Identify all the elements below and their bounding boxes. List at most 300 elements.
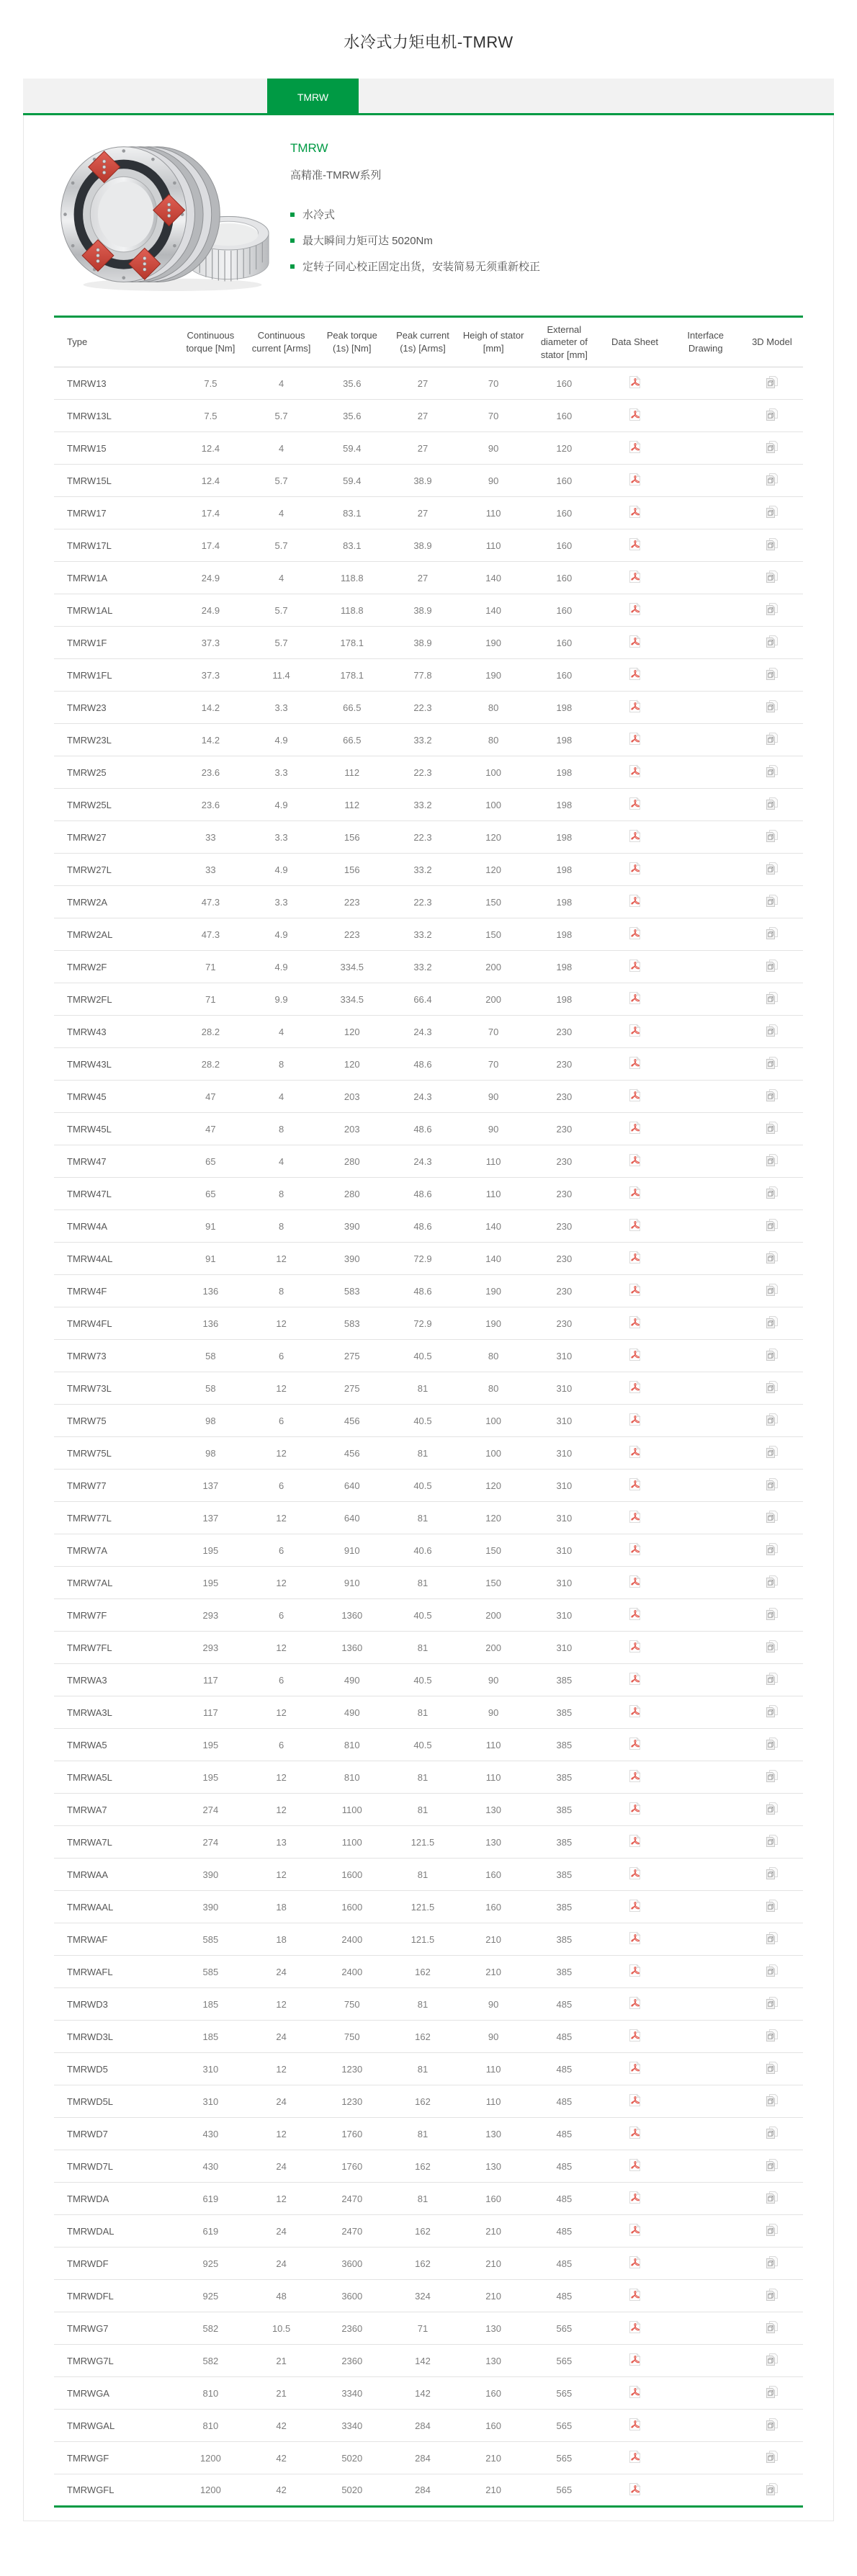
3d-model-icon-glyph	[766, 2029, 779, 2042]
tab-tmrw[interactable]: TMRW	[267, 79, 359, 115]
data-sheet-cell	[599, 367, 670, 400]
3d-model-icon-glyph	[766, 2061, 779, 2075]
pdf-icon[interactable]	[629, 1477, 641, 1491]
data-sheet-cell	[599, 2377, 670, 2410]
pdf-icon[interactable]	[629, 699, 641, 713]
interface-drawing-cell	[670, 1275, 741, 1307]
pdf-icon[interactable]	[629, 1542, 641, 1556]
3d-model-icon-glyph	[766, 829, 779, 843]
3d-model-icon-glyph	[766, 1088, 779, 1102]
3d-model-icon[interactable]	[766, 473, 779, 486]
3d-model-icon[interactable]	[766, 1024, 779, 1037]
data-sheet-cell	[599, 659, 670, 692]
model-3d-cell	[741, 594, 803, 627]
model-3d-cell	[741, 497, 803, 529]
3d-model-icon[interactable]	[766, 894, 779, 908]
type-cell: TMRWA7L	[54, 1826, 175, 1859]
interface-drawing-cell	[670, 1891, 741, 1923]
3d-model-icon[interactable]	[766, 699, 779, 713]
peak_current_1s_arms-cell: 81	[387, 1567, 458, 1599]
pdf-icon[interactable]	[629, 1315, 641, 1329]
3d-model-icon[interactable]	[766, 1315, 779, 1329]
stator_external_diameter_mm-cell: 385	[529, 1794, 599, 1826]
3d-model-icon-glyph	[766, 699, 779, 713]
pdf-icon-glyph	[629, 926, 641, 940]
pdf-icon[interactable]	[629, 2061, 641, 2075]
3d-model-icon[interactable]	[766, 2418, 779, 2431]
3d-model-icon[interactable]	[766, 926, 779, 940]
pdf-icon-glyph	[629, 894, 641, 908]
pdf-icon[interactable]	[629, 602, 641, 616]
interface-drawing-cell	[670, 594, 741, 627]
table-row	[54, 724, 803, 756]
3d-model-icon[interactable]	[766, 1866, 779, 1880]
3d-model-icon[interactable]	[766, 2450, 779, 2464]
pdf-icon[interactable]	[629, 473, 641, 486]
peak_current_1s_arms-cell: 81	[387, 1859, 458, 1891]
type-cell: TMRW27L	[54, 854, 175, 886]
data-sheet-cell	[599, 627, 670, 659]
3d-model-icon[interactable]	[766, 1153, 779, 1167]
pdf-icon[interactable]	[629, 1640, 641, 1653]
model-3d-cell	[741, 1502, 803, 1534]
3d-model-icon[interactable]	[766, 667, 779, 681]
pdf-icon-glyph	[629, 602, 641, 616]
continuous_torque_nm-cell: 810	[175, 2410, 246, 2442]
3d-model-icon[interactable]	[766, 2255, 779, 2269]
pdf-icon[interactable]	[629, 1413, 641, 1426]
stator_height_mm-cell: 90	[458, 1988, 529, 2021]
3d-model-icon[interactable]	[766, 1510, 779, 1524]
model-3d-cell	[741, 2442, 803, 2474]
continuous_torque_nm-cell: 585	[175, 1923, 246, 1956]
pdf-icon[interactable]	[629, 2191, 641, 2204]
pdf-icon[interactable]	[629, 505, 641, 519]
pdf-icon[interactable]	[629, 408, 641, 421]
interface-drawing-cell	[670, 497, 741, 529]
pdf-icon[interactable]	[629, 991, 641, 1005]
stator_height_mm-cell: 90	[458, 465, 529, 497]
stator_height_mm-cell: 150	[458, 1567, 529, 1599]
3d-model-icon[interactable]	[766, 1834, 779, 1848]
continuous_current_arms-cell: 6	[246, 1470, 317, 1502]
3d-model-icon[interactable]	[766, 1477, 779, 1491]
stator_height_mm-cell: 130	[458, 2345, 529, 2377]
pdf-icon[interactable]	[629, 2223, 641, 2237]
pdf-icon[interactable]	[629, 2418, 641, 2431]
pdf-icon[interactable]	[629, 537, 641, 551]
continuous_torque_nm-cell: 585	[175, 1956, 246, 1988]
stator_external_diameter_mm-cell: 310	[529, 1534, 599, 1567]
pdf-icon[interactable]	[629, 1024, 641, 1037]
3d-model-icon[interactable]	[766, 1121, 779, 1135]
stator_height_mm-cell: 120	[458, 1470, 529, 1502]
stator_external_diameter_mm-cell: 230	[529, 1243, 599, 1275]
pdf-icon[interactable]	[629, 1575, 641, 1588]
model-3d-cell	[741, 1048, 803, 1081]
interface-drawing-cell	[670, 2150, 741, 2183]
3d-model-icon[interactable]	[766, 1283, 779, 1297]
pdf-icon[interactable]	[629, 1186, 641, 1199]
pdf-icon[interactable]	[629, 2353, 641, 2366]
pdf-icon[interactable]	[629, 2482, 641, 2496]
stator_height_mm-cell: 140	[458, 1243, 529, 1275]
3d-model-icon[interactable]	[766, 537, 779, 551]
stator_external_diameter_mm-cell: 565	[529, 2442, 599, 2474]
table-row	[54, 2053, 803, 2085]
3d-model-icon-glyph	[766, 1672, 779, 1686]
pdf-icon[interactable]	[629, 1931, 641, 1945]
table-row	[54, 1956, 803, 1988]
pdf-icon[interactable]	[629, 1380, 641, 1394]
3d-model-icon[interactable]	[766, 1996, 779, 2010]
3d-model-icon[interactable]	[766, 2353, 779, 2366]
model-3d-cell	[741, 756, 803, 789]
pdf-icon[interactable]	[629, 2158, 641, 2172]
table-row	[54, 627, 803, 659]
pdf-icon[interactable]	[629, 1996, 641, 2010]
3d-model-icon-glyph	[766, 797, 779, 810]
pdf-icon[interactable]	[629, 1283, 641, 1297]
pdf-icon[interactable]	[629, 797, 641, 810]
col-header-data-sheet: Data Sheet	[599, 317, 670, 367]
peak_torque_1s_nm-cell: 490	[317, 1696, 387, 1729]
peak_current_1s_arms-cell: 33.2	[387, 854, 458, 886]
pdf-icon[interactable]	[629, 2093, 641, 2107]
3d-model-icon[interactable]	[766, 1380, 779, 1394]
pdf-icon[interactable]	[629, 1607, 641, 1621]
peak_current_1s_arms-cell: 142	[387, 2377, 458, 2410]
data-sheet-cell	[599, 1761, 670, 1794]
peak_current_1s_arms-cell: 142	[387, 2345, 458, 2377]
3d-model-icon[interactable]	[766, 505, 779, 519]
peak_current_1s_arms-cell: 33.2	[387, 724, 458, 756]
type-cell: TMRWG7	[54, 2312, 175, 2345]
pdf-icon-glyph	[629, 570, 641, 583]
type-cell: TMRWGA	[54, 2377, 175, 2410]
table-row	[54, 951, 803, 983]
table-row	[54, 1502, 803, 1534]
peak_current_1s_arms-cell: 81	[387, 1794, 458, 1826]
pdf-icon[interactable]	[629, 440, 641, 454]
3d-model-icon[interactable]	[766, 2385, 779, 2399]
3d-model-icon[interactable]	[766, 602, 779, 616]
data-sheet-cell	[599, 432, 670, 465]
3d-model-icon[interactable]	[766, 1899, 779, 1913]
continuous_current_arms-cell: 12	[246, 1761, 317, 1794]
3d-model-icon[interactable]	[766, 2288, 779, 2302]
3d-model-icon[interactable]	[766, 1769, 779, 1783]
3d-model-icon[interactable]	[766, 1607, 779, 1621]
3d-model-icon[interactable]	[766, 375, 779, 389]
3d-model-icon-glyph	[766, 1737, 779, 1750]
stator_external_diameter_mm-cell: 160	[529, 594, 599, 627]
pdf-icon[interactable]	[629, 1802, 641, 1815]
continuous_torque_nm-cell: 17.4	[175, 529, 246, 562]
data-sheet-cell	[599, 951, 670, 983]
model-3d-cell	[741, 1178, 803, 1210]
pdf-icon[interactable]	[629, 1769, 641, 1783]
3d-model-icon[interactable]	[766, 959, 779, 972]
peak_current_1s_arms-cell: 40.5	[387, 1340, 458, 1372]
pdf-icon[interactable]	[629, 1899, 641, 1913]
pdf-icon[interactable]	[629, 1153, 641, 1167]
3d-model-icon[interactable]	[766, 1088, 779, 1102]
pdf-icon-glyph	[629, 1834, 641, 1848]
pdf-icon[interactable]	[629, 2255, 641, 2269]
table-row	[54, 789, 803, 821]
peak_torque_1s_nm-cell: 3340	[317, 2377, 387, 2410]
continuous_current_arms-cell: 5.7	[246, 465, 317, 497]
pdf-icon[interactable]	[629, 1445, 641, 1459]
continuous_torque_nm-cell: 28.2	[175, 1048, 246, 1081]
3d-model-icon[interactable]	[766, 2320, 779, 2334]
data-sheet-cell	[599, 2312, 670, 2345]
pdf-icon[interactable]	[629, 375, 641, 389]
pdf-icon-glyph	[629, 862, 641, 875]
pdf-icon-glyph	[629, 667, 641, 681]
peak_current_1s_arms-cell: 162	[387, 1956, 458, 1988]
type-cell: TMRW1A	[54, 562, 175, 594]
continuous_torque_nm-cell: 137	[175, 1502, 246, 1534]
type-cell: TMRWD7L	[54, 2150, 175, 2183]
interface-drawing-cell	[670, 1696, 741, 1729]
stator_height_mm-cell: 100	[458, 789, 529, 821]
table-row	[54, 2085, 803, 2118]
pdf-icon[interactable]	[629, 1834, 641, 1848]
continuous_torque_nm-cell: 195	[175, 1729, 246, 1761]
3d-model-icon[interactable]	[766, 1802, 779, 1815]
pdf-icon[interactable]	[629, 1121, 641, 1135]
interface-drawing-cell	[670, 1405, 741, 1437]
data-sheet-cell	[599, 2150, 670, 2183]
peak_torque_1s_nm-cell: 583	[317, 1307, 387, 1340]
pdf-icon[interactable]	[629, 894, 641, 908]
pdf-icon[interactable]	[629, 764, 641, 778]
pdf-icon-glyph	[629, 1445, 641, 1459]
data-sheet-cell	[599, 724, 670, 756]
data-sheet-cell	[599, 2215, 670, 2248]
table-row	[54, 1826, 803, 1859]
pdf-icon[interactable]	[629, 1964, 641, 1977]
3d-model-icon[interactable]	[766, 1251, 779, 1264]
pdf-icon[interactable]	[629, 2029, 641, 2042]
3d-model-icon-glyph	[766, 1802, 779, 1815]
pdf-icon[interactable]	[629, 1088, 641, 1102]
peak_current_1s_arms-cell: 81	[387, 1437, 458, 1470]
pdf-icon[interactable]	[629, 2385, 641, 2399]
pdf-icon-glyph	[629, 1640, 641, 1653]
3d-model-icon[interactable]	[766, 1542, 779, 1556]
pdf-icon[interactable]	[629, 2320, 641, 2334]
3d-model-icon[interactable]	[766, 1445, 779, 1459]
3d-model-icon[interactable]	[766, 2223, 779, 2237]
peak_torque_1s_nm-cell: 59.4	[317, 432, 387, 465]
continuous_torque_nm-cell: 37.3	[175, 627, 246, 659]
3d-model-icon[interactable]	[766, 829, 779, 843]
peak_torque_1s_nm-cell: 2360	[317, 2312, 387, 2345]
data-sheet-cell	[599, 1243, 670, 1275]
3d-model-icon-glyph	[766, 667, 779, 681]
continuous_torque_nm-cell: 58	[175, 1340, 246, 1372]
pdf-icon[interactable]	[629, 635, 641, 648]
continuous_current_arms-cell: 12	[246, 2053, 317, 2085]
pdf-icon[interactable]	[629, 1251, 641, 1264]
stator_external_diameter_mm-cell: 310	[529, 1502, 599, 1534]
pdf-icon[interactable]	[629, 1218, 641, 1232]
pdf-icon[interactable]	[629, 1704, 641, 1718]
peak_torque_1s_nm-cell: 275	[317, 1372, 387, 1405]
stator_external_diameter_mm-cell: 310	[529, 1470, 599, 1502]
stator_height_mm-cell: 130	[458, 2312, 529, 2345]
continuous_torque_nm-cell: 24.9	[175, 594, 246, 627]
peak_current_1s_arms-cell: 66.4	[387, 983, 458, 1016]
continuous_torque_nm-cell: 810	[175, 2377, 246, 2410]
pdf-icon-glyph	[629, 2191, 641, 2204]
data-sheet-cell	[599, 1502, 670, 1534]
interface-drawing-cell	[670, 2410, 741, 2442]
3d-model-icon-glyph	[766, 2320, 779, 2334]
3d-model-icon[interactable]	[766, 2191, 779, 2204]
continuous_current_arms-cell: 12	[246, 1567, 317, 1599]
data-sheet-cell	[599, 1372, 670, 1405]
pdf-icon[interactable]	[629, 959, 641, 972]
peak_torque_1s_nm-cell: 1100	[317, 1794, 387, 1826]
stator_height_mm-cell: 210	[458, 2248, 529, 2280]
3d-model-icon[interactable]	[766, 1413, 779, 1426]
continuous_torque_nm-cell: 65	[175, 1145, 246, 1178]
continuous_current_arms-cell: 4	[246, 562, 317, 594]
continuous_torque_nm-cell: 47	[175, 1081, 246, 1113]
pdf-icon[interactable]	[629, 1510, 641, 1524]
stator_external_diameter_mm-cell: 160	[529, 659, 599, 692]
table-row	[54, 1891, 803, 1923]
pdf-icon[interactable]	[629, 2288, 641, 2302]
3d-model-icon[interactable]	[766, 2029, 779, 2042]
stator_external_diameter_mm-cell: 485	[529, 2183, 599, 2215]
stator_height_mm-cell: 160	[458, 2377, 529, 2410]
spec-table	[54, 316, 803, 2508]
3d-model-icon[interactable]	[766, 1964, 779, 1977]
3d-model-icon[interactable]	[766, 764, 779, 778]
pdf-icon[interactable]	[629, 2126, 641, 2139]
pdf-icon-glyph	[629, 1672, 641, 1686]
pdf-icon[interactable]	[629, 1737, 641, 1750]
3d-model-icon[interactable]	[766, 797, 779, 810]
continuous_current_arms-cell: 5.7	[246, 627, 317, 659]
3d-model-icon[interactable]	[766, 2061, 779, 2075]
stator_external_diameter_mm-cell: 198	[529, 724, 599, 756]
interface-drawing-cell	[670, 983, 741, 1016]
stator_external_diameter_mm-cell: 310	[529, 1632, 599, 1664]
interface-drawing-cell	[670, 918, 741, 951]
3d-model-icon[interactable]	[766, 1704, 779, 1718]
stator_external_diameter_mm-cell: 160	[529, 497, 599, 529]
type-cell: TMRW7FL	[54, 1632, 175, 1664]
pdf-icon[interactable]	[629, 667, 641, 681]
3d-model-icon[interactable]	[766, 1348, 779, 1361]
data-sheet-cell	[599, 854, 670, 886]
3d-model-icon[interactable]	[766, 635, 779, 648]
3d-model-icon[interactable]	[766, 1218, 779, 1232]
3d-model-icon[interactable]	[766, 1056, 779, 1070]
3d-model-icon[interactable]	[766, 991, 779, 1005]
stator_external_diameter_mm-cell: 198	[529, 854, 599, 886]
pdf-icon[interactable]	[629, 862, 641, 875]
3d-model-icon[interactable]	[766, 2126, 779, 2139]
3d-model-icon[interactable]	[766, 1186, 779, 1199]
3d-model-icon[interactable]	[766, 570, 779, 583]
continuous_current_arms-cell: 24	[246, 1956, 317, 1988]
stator_external_diameter_mm-cell: 485	[529, 2280, 599, 2312]
3d-model-icon-glyph	[766, 1607, 779, 1621]
3d-model-icon[interactable]	[766, 1737, 779, 1750]
3d-model-icon[interactable]	[766, 2093, 779, 2107]
pdf-icon-glyph	[629, 2418, 641, 2431]
3d-model-icon[interactable]	[766, 1575, 779, 1588]
feature-text: 最大瞬间力矩可达 5020Nm	[302, 235, 433, 247]
3d-model-icon-glyph	[766, 1640, 779, 1653]
pdf-icon-glyph	[629, 2450, 641, 2464]
3d-model-icon[interactable]	[766, 1672, 779, 1686]
3d-model-icon[interactable]	[766, 1931, 779, 1945]
pdf-icon[interactable]	[629, 1056, 641, 1070]
model-3d-cell	[741, 1470, 803, 1502]
continuous_torque_nm-cell: 274	[175, 1794, 246, 1826]
peak_torque_1s_nm-cell: 1230	[317, 2053, 387, 2085]
3d-model-icon[interactable]	[766, 408, 779, 421]
peak_torque_1s_nm-cell: 1760	[317, 2150, 387, 2183]
3d-model-icon[interactable]	[766, 2158, 779, 2172]
pdf-icon-glyph	[629, 1413, 641, 1426]
pdf-icon[interactable]	[629, 732, 641, 746]
3d-model-icon[interactable]	[766, 862, 779, 875]
peak_current_1s_arms-cell: 121.5	[387, 1923, 458, 1956]
peak_torque_1s_nm-cell: 334.5	[317, 983, 387, 1016]
3d-model-icon[interactable]	[766, 440, 779, 454]
3d-model-icon-glyph	[766, 1996, 779, 2010]
pdf-icon[interactable]	[629, 926, 641, 940]
table-row	[54, 886, 803, 918]
3d-model-icon-glyph	[766, 537, 779, 551]
stator_height_mm-cell: 90	[458, 2021, 529, 2053]
interface-drawing-cell	[670, 400, 741, 432]
interface-drawing-cell	[670, 1016, 741, 1048]
pdf-icon[interactable]	[629, 1348, 641, 1361]
pdf-icon-glyph	[629, 1866, 641, 1880]
pdf-icon[interactable]	[629, 570, 641, 583]
3d-model-icon-glyph	[766, 1866, 779, 1880]
3d-model-icon-glyph	[766, 1251, 779, 1264]
peak_current_1s_arms-cell: 48.6	[387, 1178, 458, 1210]
table-row	[54, 1275, 803, 1307]
tab-bar	[23, 79, 834, 115]
pdf-icon[interactable]	[629, 1866, 641, 1880]
3d-model-icon-glyph	[766, 1283, 779, 1297]
pdf-icon-glyph	[629, 375, 641, 389]
pdf-icon[interactable]	[629, 829, 641, 843]
3d-model-icon[interactable]	[766, 1640, 779, 1653]
table-row	[54, 983, 803, 1016]
stator_external_diameter_mm-cell: 230	[529, 1307, 599, 1340]
table-row	[54, 2377, 803, 2410]
3d-model-icon[interactable]	[766, 732, 779, 746]
continuous_current_arms-cell: 4	[246, 1145, 317, 1178]
pdf-icon[interactable]	[629, 2450, 641, 2464]
3d-model-icon[interactable]	[766, 2482, 779, 2496]
pdf-icon[interactable]	[629, 1672, 641, 1686]
model-3d-cell	[741, 2021, 803, 2053]
